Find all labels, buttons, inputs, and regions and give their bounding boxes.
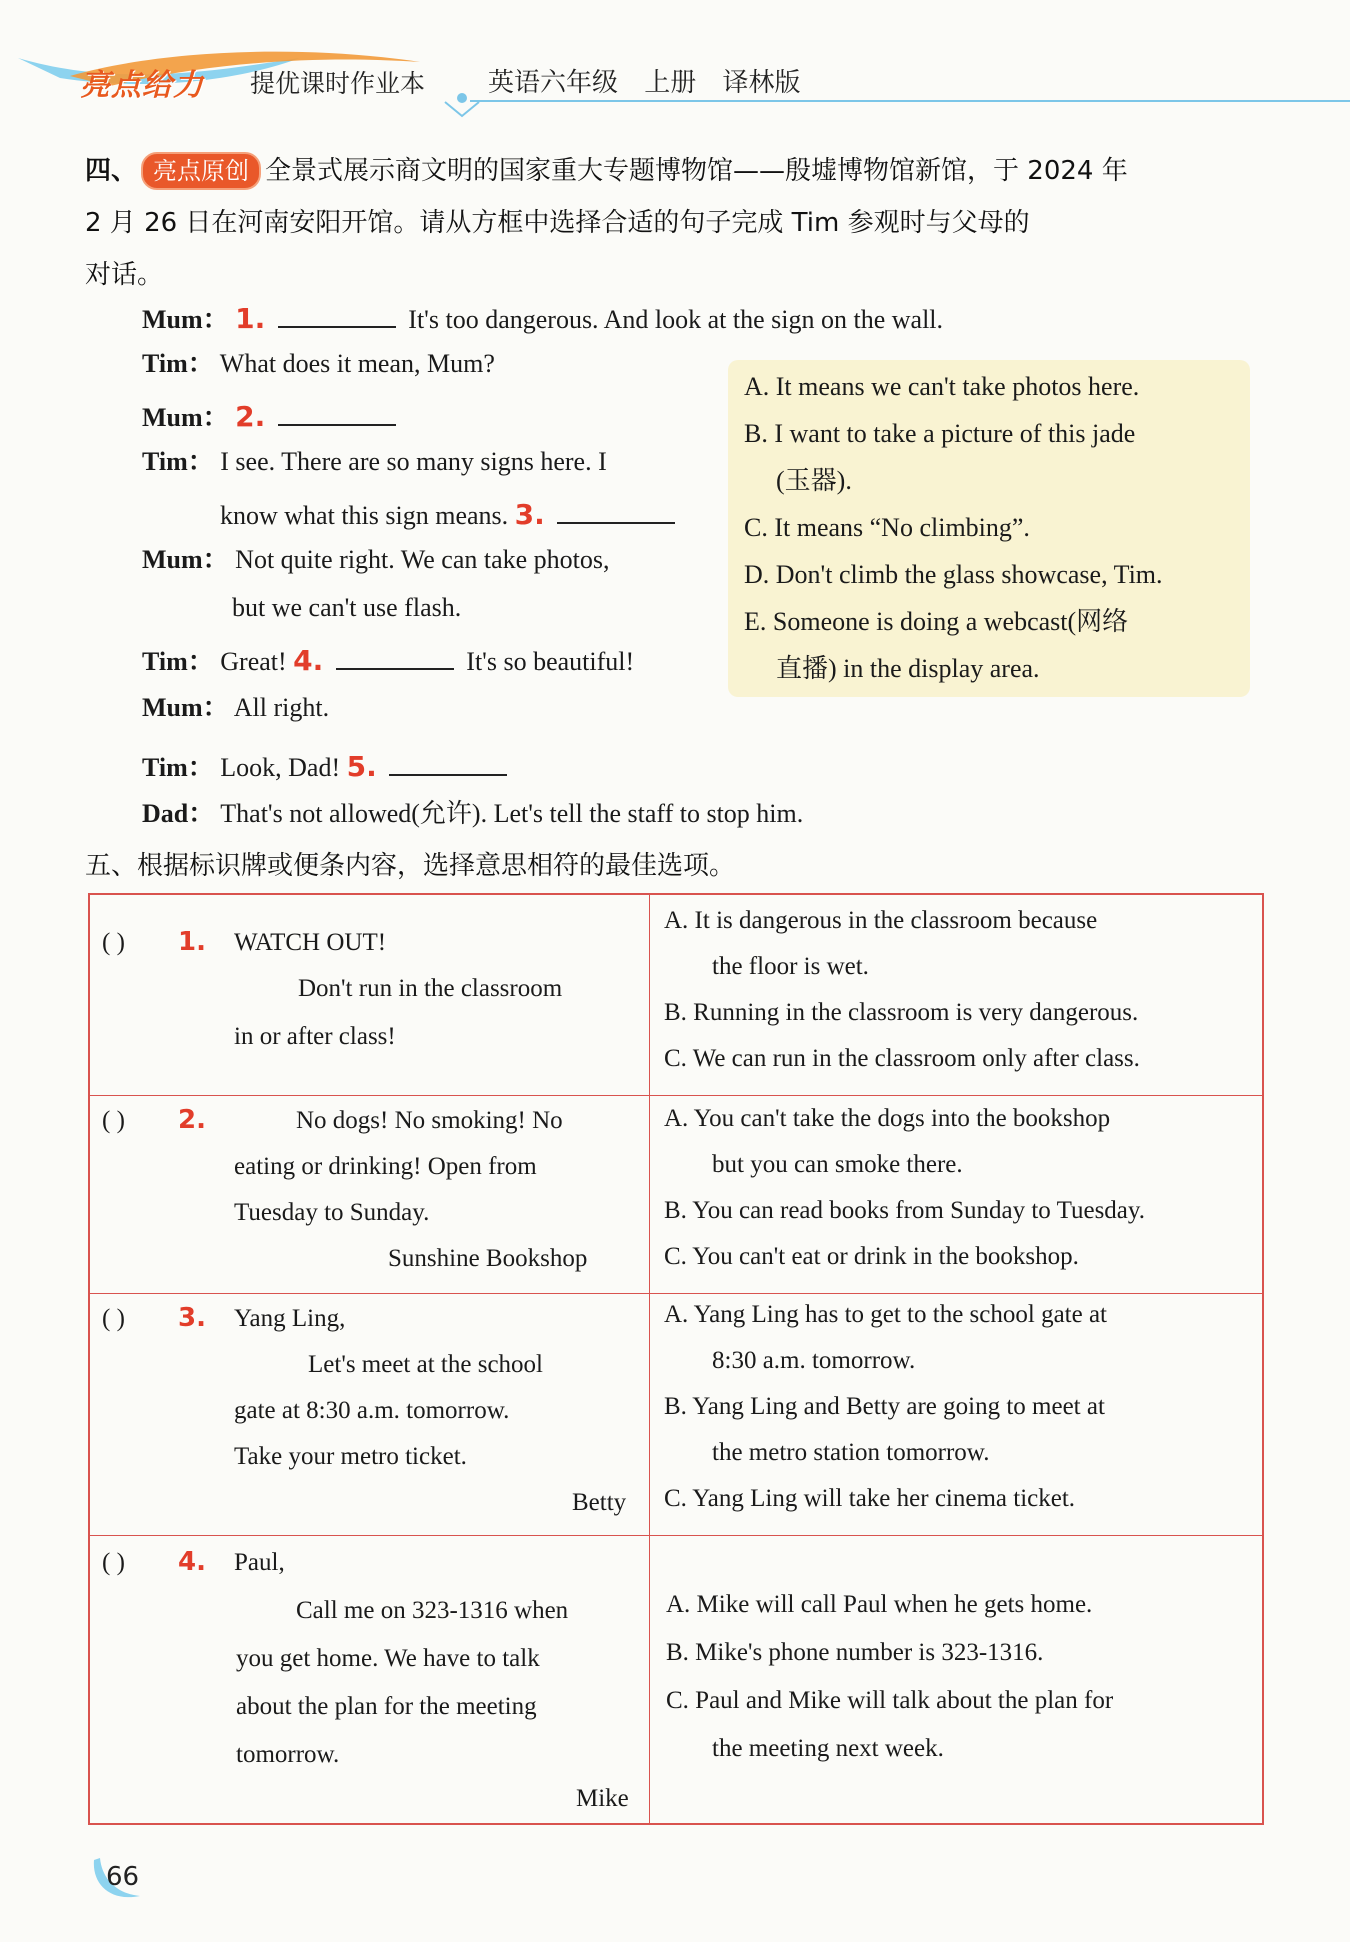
answer-blank-3[interactable] <box>557 494 675 524</box>
question-number: 3. <box>514 498 545 531</box>
choice-text: C. You can't eat or drink in the bookshop. <box>664 1243 1079 1270</box>
sign-text: eating or drinking! Open from <box>234 1153 537 1180</box>
sign-text: about the plan for the meeting <box>236 1693 537 1720</box>
dialogue-text: Not quite right. We can take photos, <box>235 545 610 574</box>
instruction-line-3: 对话。 <box>85 260 164 290</box>
dialogue-text: All right. <box>233 693 330 722</box>
speaker: Mum： <box>142 545 229 574</box>
option-b: B. I want to take a picture of this jade <box>744 419 1136 448</box>
question-number: 4. <box>293 644 324 677</box>
dialogue-text: It's too dangerous. And look at the sign on the wall. <box>408 305 944 334</box>
sign-text: No dogs! No smoking! No <box>296 1107 563 1134</box>
sign-text: Take your metro ticket. <box>234 1443 467 1470</box>
dialogue-line-9 <box>142 796 803 832</box>
table-row-divider <box>90 1095 1262 1096</box>
table-row-divider <box>90 1293 1262 1294</box>
dialogue-text: Look, Dad! <box>220 753 341 782</box>
sign-text: Tuesday to Sunday. <box>234 1199 430 1226</box>
speaker: Tim： <box>142 349 214 378</box>
sign-text: Let's meet at the school <box>308 1351 543 1378</box>
dialogue-line-1 <box>142 298 943 338</box>
answer-blank-1[interactable] <box>278 298 396 328</box>
choice-text: A. Yang Ling has to get to the school gate at <box>664 1301 1107 1328</box>
sign-text: gate at 8:30 a.m. tomorrow. <box>234 1397 510 1424</box>
question-number: 3. <box>178 1303 206 1333</box>
dialogue-line-3 <box>142 396 402 436</box>
speaker: Tim： <box>142 447 214 476</box>
option-d: D. Don't climb the glass showcase, Tim. <box>744 560 1163 589</box>
option-c: C. It means “No climbing”. <box>744 513 1030 542</box>
page-number: 66 <box>106 1862 140 1892</box>
dialogue-line-2 <box>142 346 495 382</box>
choice-text: B. Running in the classroom is very dangerous. <box>664 999 1139 1026</box>
question-number: 4. <box>178 1547 206 1577</box>
dialogue-line-6 <box>142 640 634 680</box>
sign-text: Mike <box>576 1785 629 1812</box>
answer-blank-5[interactable] <box>389 746 507 776</box>
table-column-divider <box>649 895 650 1823</box>
choice-text: 8:30 a.m. tomorrow. <box>712 1347 916 1374</box>
option-a: A. It means we can't take photos here. <box>744 372 1140 401</box>
choice-text: C. Paul and Mike will talk about the plan for <box>666 1687 1114 1714</box>
choice-text: A. Mike will call Paul when he gets home. <box>666 1591 1093 1618</box>
choice-text: C. We can run in the classroom only after class. <box>664 1045 1140 1072</box>
dialogue-text: It's so beautiful! <box>466 647 635 676</box>
brand-logo: 亮点给力 <box>80 68 204 103</box>
answer-parentheses[interactable]: ( ) <box>102 929 125 956</box>
answer-parentheses[interactable]: ( ) <box>102 1549 125 1576</box>
header-divider <box>470 100 1350 102</box>
question-number: 1. <box>178 927 206 957</box>
speaker: Mum： <box>142 403 229 432</box>
dialogue-line-4 <box>142 444 607 480</box>
sign-text: tomorrow. <box>236 1741 340 1768</box>
dialogue-line-7 <box>142 690 329 726</box>
speaker: Dad： <box>142 799 215 828</box>
grade-info: 英语六年级 上册 译林版 <box>488 68 801 98</box>
speaker: Mum： <box>142 693 229 722</box>
dialogue-text: That's not allowed(允许). Let's tell the staff to stop him. <box>220 799 804 828</box>
option-e-cont: 直播) in the display area. <box>776 654 1040 683</box>
answer-blank-2[interactable] <box>278 396 396 426</box>
sign-text: Paul, <box>234 1549 285 1576</box>
page-header <box>0 40 1350 120</box>
options-box <box>728 360 1250 697</box>
dialogue-text: know what this sign means. <box>220 501 509 530</box>
choice-text: A. You can't take the dogs into the bookshop <box>664 1105 1111 1132</box>
section5-instruction: 五、根据标识牌或便条内容，选择意思相符的最佳选项。 <box>85 851 736 881</box>
dialogue-text: but we can't use flash. <box>232 593 462 622</box>
sign-text: WATCH OUT! <box>234 929 387 956</box>
choice-text: B. Yang Ling and Betty are going to meet at <box>664 1393 1105 1420</box>
dialogue-line-5 <box>142 542 610 578</box>
table-row-divider <box>90 1535 1262 1536</box>
choice-text: B. Mike's phone number is 323-1316. <box>666 1639 1044 1666</box>
question-number: 2. <box>235 400 266 433</box>
question-number: 2. <box>178 1105 206 1135</box>
original-badge: 亮点原创 <box>141 152 261 190</box>
sign-text: in or after class! <box>234 1023 396 1050</box>
answer-blank-4[interactable] <box>336 640 454 670</box>
dialogue-line-8 <box>142 746 513 786</box>
speaker: Tim： <box>142 647 214 676</box>
dialogue-text: I see. There are so many signs here. I <box>220 447 607 476</box>
choice-text: but you can smoke there. <box>712 1151 963 1178</box>
option-b-cont: (玉器). <box>776 466 852 495</box>
answer-parentheses[interactable]: ( ) <box>102 1107 125 1134</box>
sign-text: Yang Ling, <box>234 1305 346 1332</box>
sign-text: Betty <box>572 1489 627 1516</box>
choice-text: C. Yang Ling will take her cinema ticket. <box>664 1485 1076 1512</box>
choice-text: A. It is dangerous in the classroom because <box>664 907 1098 934</box>
sign-text: you get home. We have to talk <box>236 1645 540 1672</box>
speaker: Tim： <box>142 753 214 782</box>
choice-text: the floor is wet. <box>712 953 869 980</box>
instruction-line-2: 2 月 26 日在河南安阳开馆。请从方框中选择合适的句子完成 Tim 参观时与父母的 <box>85 208 1030 238</box>
sign-text: Don't run in the classroom <box>298 975 563 1002</box>
instruction-line-1: 全景式展示商文明的国家重大专题博物馆——殷墟博物馆新馆，于 2024 年 <box>265 156 1128 186</box>
dialogue-text: Great! <box>220 647 287 676</box>
matching-table <box>88 893 1264 1825</box>
section4-number: 四、 <box>85 156 138 186</box>
question-number: 1. <box>235 302 266 335</box>
sign-text: Call me on 323-1316 when <box>296 1597 569 1624</box>
dialogue-text: What does it mean, Mum? <box>219 349 495 378</box>
speaker: Mum： <box>142 305 229 334</box>
section4-instruction <box>85 145 1270 301</box>
question-number: 5. <box>346 750 377 783</box>
dialogue-line-4-cont <box>220 494 681 534</box>
choice-text: the metro station tomorrow. <box>712 1439 990 1466</box>
option-e: E. Someone is doing a webcast(网络 <box>744 607 1129 636</box>
choice-text: B. You can read books from Sunday to Tuesday. <box>664 1197 1146 1224</box>
dialogue-line-5-cont <box>232 590 461 626</box>
sign-text: Sunshine Bookshop <box>388 1245 588 1272</box>
choice-text: the meeting next week. <box>712 1735 944 1762</box>
answer-parentheses[interactable]: ( ) <box>102 1305 125 1332</box>
brand-subtitle: 提优课时作业本 <box>250 69 426 98</box>
